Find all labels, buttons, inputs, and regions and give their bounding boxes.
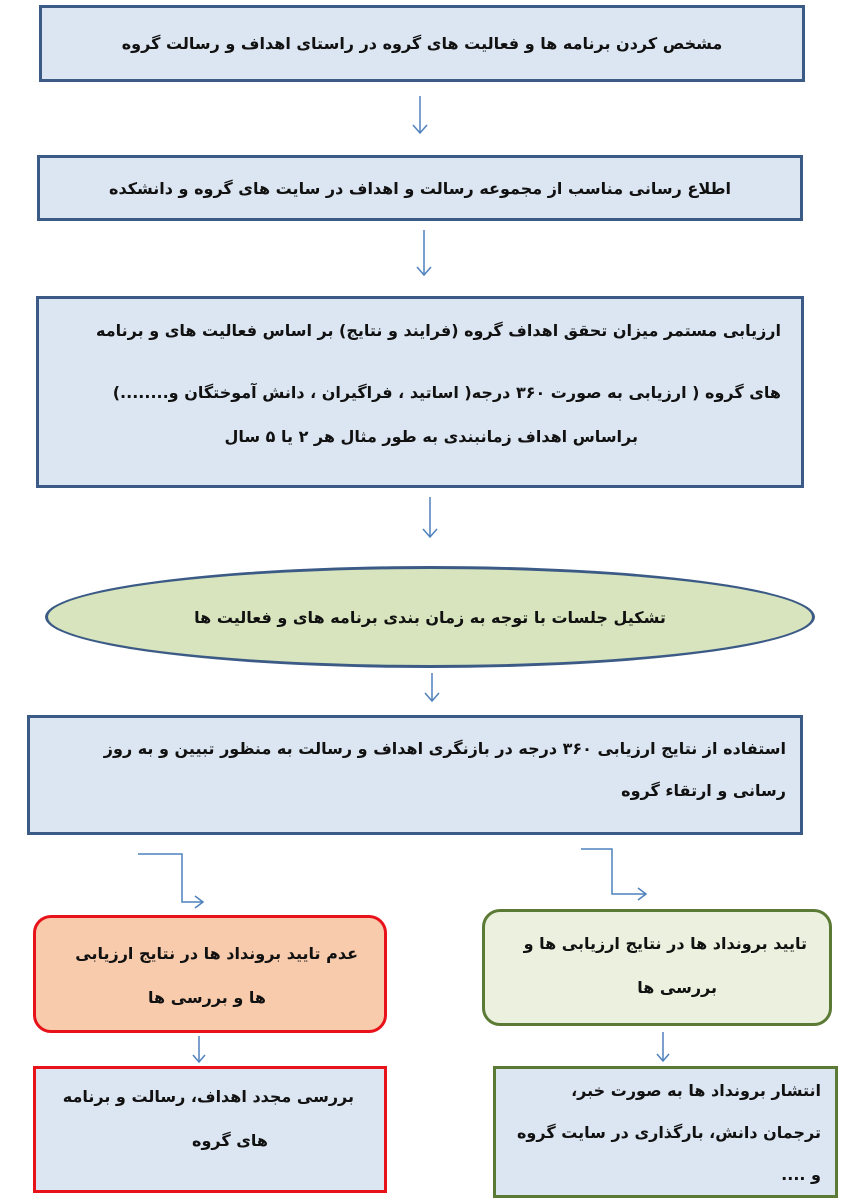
rejection-line-1: عدم تایید برونداد ها در نتایج ارزیابی [75, 944, 358, 963]
arrow-ellipse-to-4 [425, 673, 439, 701]
step-4-box [27, 715, 803, 835]
arrow-2-to-3 [417, 230, 431, 275]
meetings-text: تشکیل جلسات با توجه به زمان بندی برنامه های و فعالیت ها [194, 607, 666, 627]
arrow-1-to-2 [413, 96, 427, 133]
review-again-line-2: های گروه [192, 1131, 268, 1150]
step-2-box [37, 155, 803, 221]
step-2-text: اطلاع رسانی مناسب از مجموعه رسالت و اهداف در سایت های گروه و دانشکده [109, 178, 732, 198]
publish-box [493, 1066, 838, 1198]
step-3-box [36, 296, 804, 488]
step-1-box [39, 5, 805, 82]
step-1-text: مشخص کردن برنامه ها و فعالیت های گروه در راستای اهداف و رسالت گروه [121, 34, 723, 53]
step-3-line-2: های گروه ( ارزیابی به صورت ۳۶۰ درجه( اساتید ، فراگیران ، دانش آموختگان و........) [112, 383, 781, 402]
step-4-line-2: رسانی و ارتقاء گروه [621, 781, 786, 800]
arrow-4-to-right-branch [581, 849, 646, 900]
review-again-line-1: بررسی مجدد اهداف، رسالت و برنامه [62, 1087, 354, 1106]
approval-line-2: بررسی ها [637, 978, 717, 997]
arrow-right-decision-to-action [657, 1032, 669, 1061]
meetings-ellipse [45, 566, 815, 668]
review-again-box [33, 1066, 387, 1193]
arrow-3-to-ellipse [423, 497, 437, 537]
step-4-line-1: استفاده از نتایج ارزیابی ۳۶۰ درجه در بازنگری اهداف و رسالت به منظور تبیین و به روز [103, 739, 786, 758]
rejection-box [33, 915, 387, 1033]
approval-line-1: تایید برونداد ها در نتایج ارزیابی ها و [523, 934, 807, 953]
publish-line-3: و .... [781, 1165, 821, 1184]
step-3-line-1: ارزیابی مستمر میزان تحقق اهداف گروه (فرایند و نتایج) بر اساس فعالیت های و برنامه [96, 321, 781, 340]
arrow-4-to-left-branch [138, 854, 203, 908]
arrow-left-decision-to-action [193, 1036, 205, 1062]
rejection-line-2: ها و بررسی ها [148, 988, 266, 1007]
approval-box [482, 909, 832, 1026]
step-3-line-3: براساس اهداف زمانبندی به طور مثال هر ۲ یا ۵ سال [224, 427, 638, 446]
publish-line-1: انتشار برونداد ها به صورت خبر، [571, 1081, 821, 1100]
publish-line-2: ترجمان دانش، بارگذاری در سایت گروه [516, 1123, 821, 1142]
